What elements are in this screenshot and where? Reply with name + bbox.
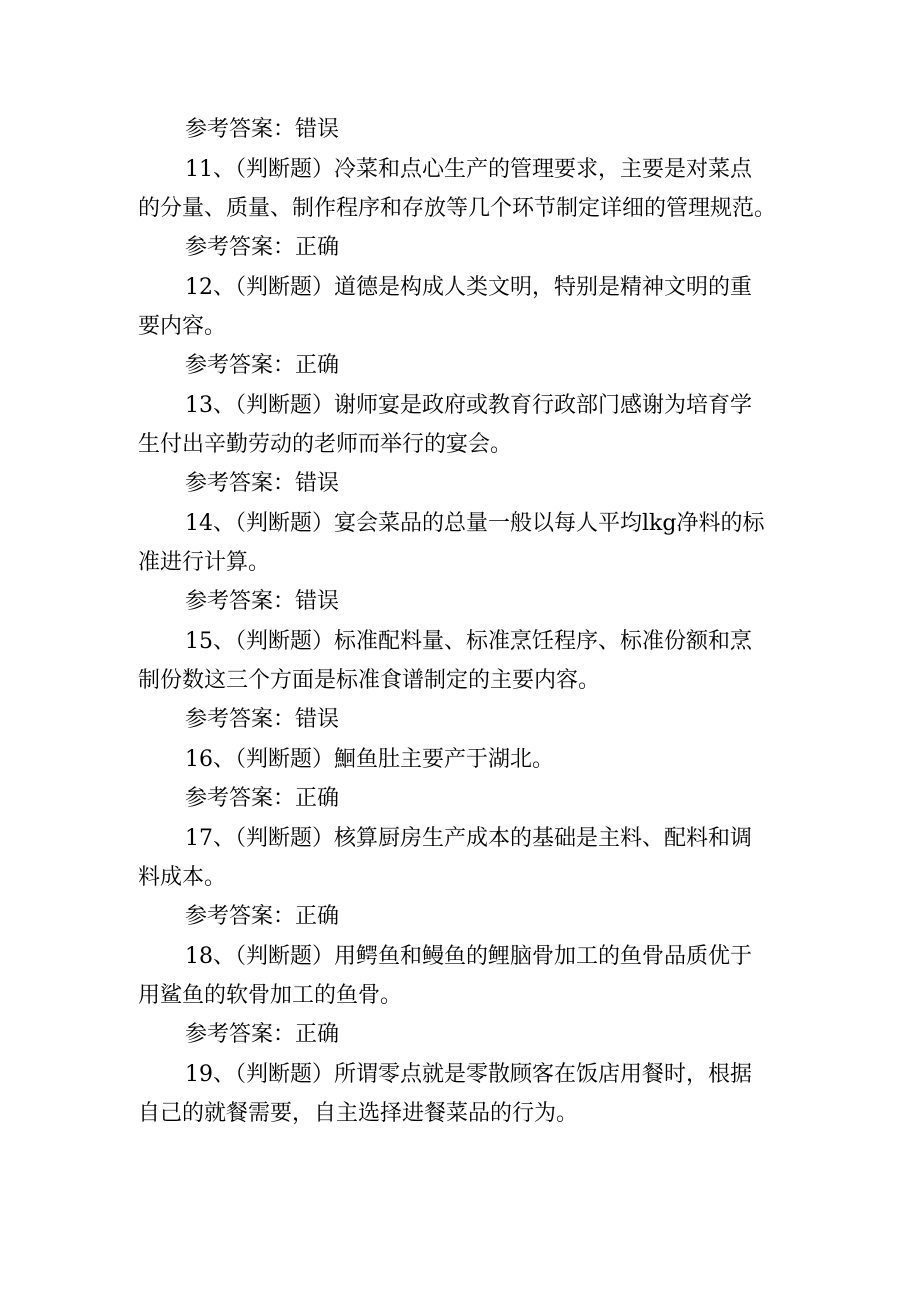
answer-line: 参考答案：错误 <box>185 707 340 732</box>
question-line: 料成本。 <box>138 865 227 890</box>
question-line: 的分量、质量、制作程序和存放等几个环节制定详细的管理规范。 <box>138 196 777 221</box>
question-line: 16、（判断题）鮰鱼肚主要产于湖北。 <box>185 747 554 772</box>
answer-line: 参考答案：正确 <box>185 1022 340 1047</box>
question-line: 自己的就餐需要，自主选择进餐菜品的行为。 <box>138 1101 579 1126</box>
question-line: 生付出辛勤劳动的老师而举行的宴会。 <box>138 432 513 457</box>
question-line: 15、（判断题）标准配料量、标准烹饪程序、标准份额和烹 <box>185 629 752 654</box>
answer-line: 参考答案：正确 <box>185 353 340 378</box>
answer-line: 参考答案：错误 <box>185 117 340 142</box>
question-line: 14、（判断题）宴会菜品的总量一般以每人平均lkg净料的标 <box>185 511 765 536</box>
question-line: 13、（判断题）谢师宴是政府或教育行政部门感谢为培育学 <box>185 393 752 418</box>
answer-line: 参考答案：正确 <box>185 904 340 929</box>
question-line: 18、（判断题）用鳄鱼和鳗鱼的鲤脑骨加工的鱼骨品质优于 <box>185 944 752 969</box>
question-line: 19、（判断题）所谓零点就是零散顾客在饭店用餐时，根据 <box>185 1062 752 1087</box>
question-line: 17、（判断题）核算厨房生产成本的基础是主料、配料和调 <box>185 826 752 851</box>
question-line: 制份数这三个方面是标准食谱制定的主要内容。 <box>138 668 601 693</box>
question-line: 要内容。 <box>138 314 227 339</box>
answer-line: 参考答案：正确 <box>185 786 340 811</box>
answer-line: 参考答案：错误 <box>185 471 340 496</box>
answer-line: 参考答案：正确 <box>185 235 340 260</box>
question-line: 11、（判断题）冷菜和点心生产的管理要求，主要是对菜点 <box>185 157 752 182</box>
question-line: 12、（判断题）道德是构成人类文明，特别是精神文明的重 <box>185 275 752 300</box>
question-line: 准进行计算。 <box>138 550 271 575</box>
question-line: 用鲨鱼的软骨加工的鱼骨。 <box>138 983 403 1008</box>
answer-line: 参考答案：错误 <box>185 589 340 614</box>
